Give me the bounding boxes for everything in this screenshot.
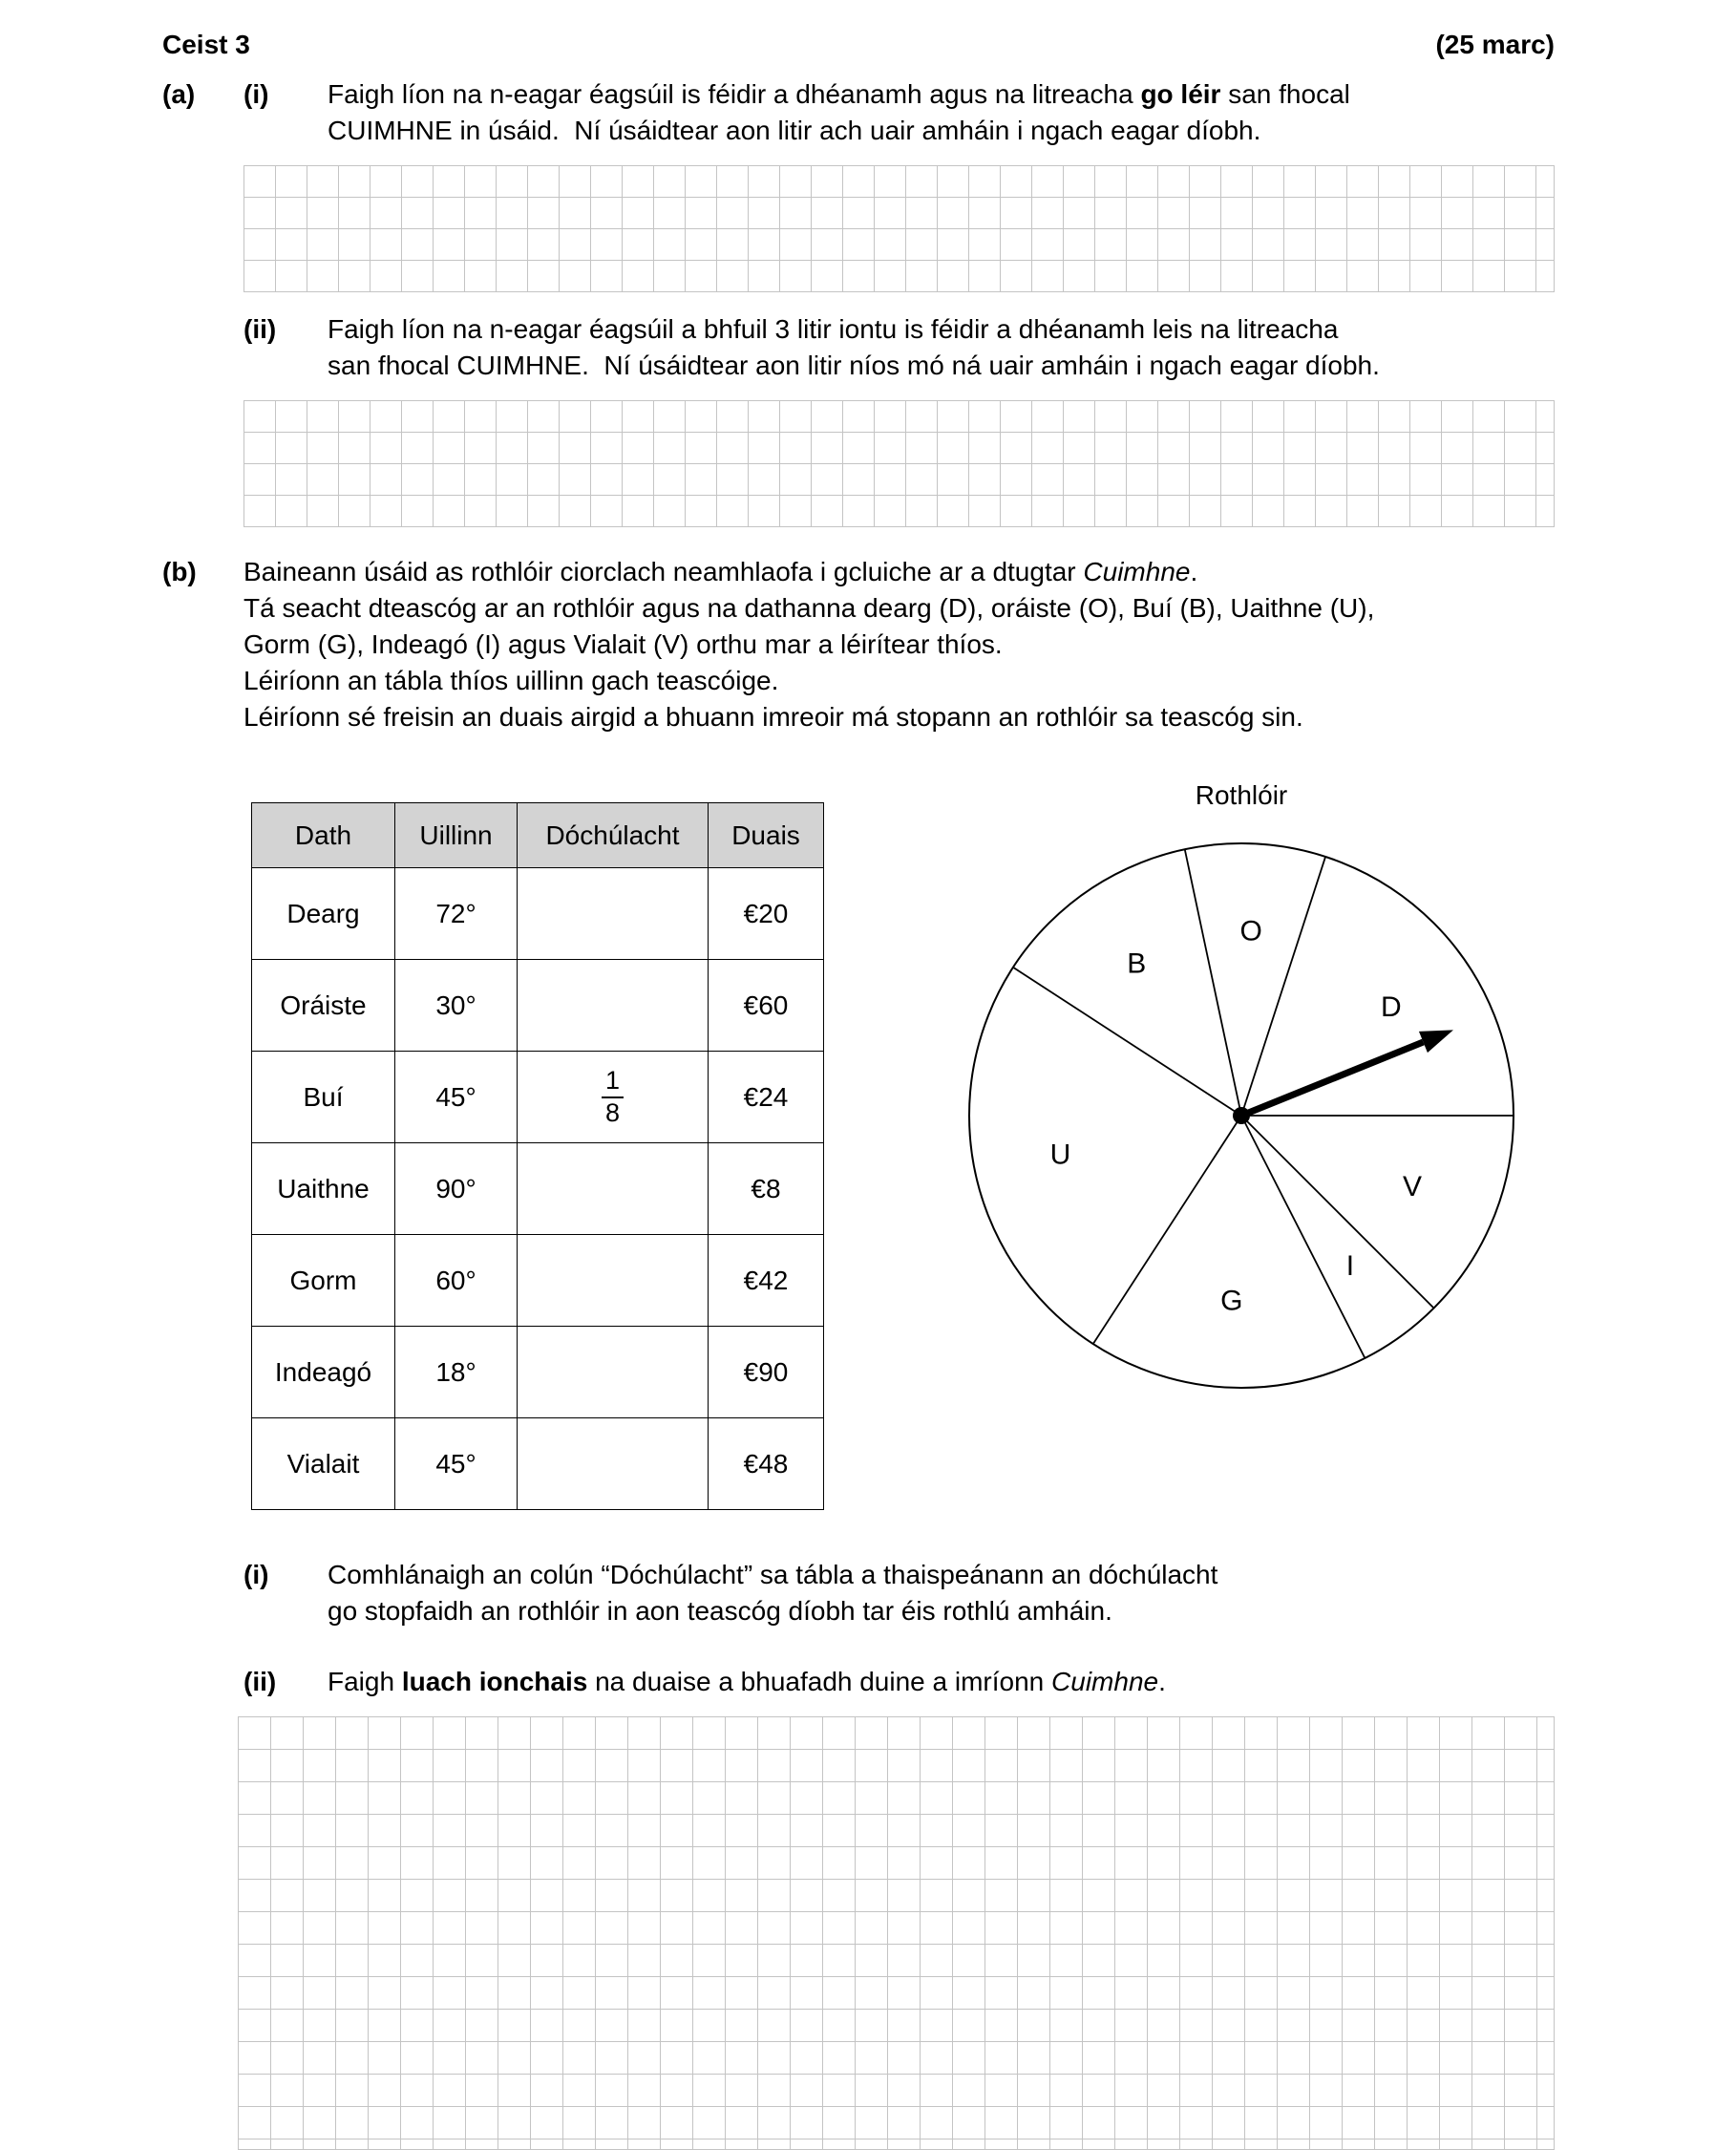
table-cell-r4-c1: 60° — [395, 1235, 518, 1327]
table-cell-r1-c2 — [518, 960, 709, 1052]
table-cell-r6-c3: €48 — [709, 1418, 824, 1510]
table-cell-r3-c0: Uaithne — [252, 1143, 395, 1235]
part-b-i-line1: Comhlánaigh an colún “Dóchúlacht” sa tábla a thaispeánann an dóchúlacht — [328, 1560, 1218, 1589]
table-cell-r6-c1: 45° — [395, 1418, 518, 1510]
sector-label-G: G — [1220, 1285, 1243, 1317]
table-row-6 — [252, 1418, 824, 1510]
part-b-i-label: (i) — [243, 1560, 269, 1589]
part-b-i — [162, 1557, 1555, 1629]
spinner-diagram — [955, 820, 1528, 1412]
table-cell-r2-c2 — [518, 1052, 709, 1143]
sector-label-D: D — [1380, 991, 1402, 1024]
part-b-line1 — [243, 554, 1555, 590]
header-dochulacht: Dóchúlacht — [518, 803, 709, 868]
header-duais: Duais — [709, 803, 824, 868]
part-a-ii-label: (ii) — [243, 314, 277, 344]
part-b-line4: Léiríonn an tábla thíos uillinn gach teascóige. — [243, 666, 779, 695]
sector-label-U: U — [1049, 1139, 1071, 1171]
data-table-wrap — [251, 802, 824, 1510]
table-head — [252, 803, 824, 868]
table-cell-r0-c1: 72° — [395, 868, 518, 960]
probability-fraction — [602, 1066, 624, 1127]
part-b-line3: Gorm (G), Indeagó (I) agus Vialait (V) orthu mar a léirítear thíos. — [243, 629, 1003, 659]
table-row-1 — [252, 960, 824, 1052]
table-cell-r5-c2 — [518, 1327, 709, 1418]
bold-text-span: go léir — [1140, 79, 1221, 109]
italic-text-span: Cuimhne — [1083, 557, 1191, 586]
table-cell-r6-c0: Vialait — [252, 1418, 395, 1510]
part-b-i-text — [328, 1557, 1555, 1629]
marks-label: (25 marc) — [1435, 30, 1555, 59]
part-a-ii — [162, 311, 1555, 384]
part-a-ii-line2: san fhocal CUIMHNE. Ní úsáidtear aon litir níos mó ná uair amháin i ngach eagar díobh. — [328, 351, 1380, 380]
part-a-ii-line1: Faigh líon na n-eagar éagsúil a bhfuil 3 litir iontu is féidir a dhéanamh leis na litreacha — [328, 314, 1339, 344]
text-span: na duaise a bhuafadh duine a imríonn — [587, 1667, 1052, 1696]
angle-prize-table — [251, 802, 824, 1510]
header-uillinn: Uillinn — [395, 803, 518, 868]
sector-label-I: I — [1345, 1249, 1355, 1282]
fraction-denominator: 8 — [602, 1096, 624, 1128]
part-a-i — [162, 76, 1555, 149]
figure-row — [162, 777, 1555, 1532]
table-cell-r0-c3: €20 — [709, 868, 824, 960]
spinner-center-dot — [1233, 1107, 1250, 1124]
answer-grid-a-ii — [243, 400, 1555, 527]
table-row-2 — [252, 1052, 824, 1143]
table-cell-r5-c1: 18° — [395, 1327, 518, 1418]
table-cell-r4-c2 — [518, 1235, 709, 1327]
italic-text-span: Cuimhne — [1051, 1667, 1159, 1696]
part-b-ii-label: (ii) — [243, 1667, 277, 1696]
table-body — [252, 868, 824, 1510]
table-row-3 — [252, 1143, 824, 1235]
table-header-row — [252, 803, 824, 868]
part-b — [162, 554, 1555, 735]
question-number: Ceist 3 — [162, 30, 250, 59]
text-span: . — [1158, 1667, 1166, 1696]
part-b-label: (b) — [162, 557, 197, 586]
table-cell-r3-c3: €8 — [709, 1143, 824, 1235]
fraction-numerator: 1 — [604, 1066, 621, 1096]
text-span: . — [1190, 557, 1198, 586]
sector-label-O: O — [1239, 915, 1262, 947]
text-span: Baineann úsáid as rothlóir ciorclach neamhlaofa i gcluiche ar a dtugtar — [243, 557, 1084, 586]
table-cell-r5-c0: Indeagó — [252, 1327, 395, 1418]
table-cell-r1-c0: Oráiste — [252, 960, 395, 1052]
table-cell-r1-c1: 30° — [395, 960, 518, 1052]
table-row-4 — [252, 1235, 824, 1327]
part-b-ii-text — [328, 1664, 1555, 1700]
part-b-ii — [162, 1664, 1555, 1700]
table-cell-r6-c2 — [518, 1418, 709, 1510]
part-a-label: (a) — [162, 79, 196, 109]
table-cell-r0-c0: Dearg — [252, 868, 395, 960]
table-row-5 — [252, 1327, 824, 1418]
spinner-title: Rothlóir — [1195, 780, 1288, 810]
question-header — [162, 27, 1555, 63]
part-b-ii-line1 — [328, 1664, 1555, 1700]
sector-boundary-line — [1185, 849, 1241, 1116]
part-a-i-label: (i) — [243, 79, 269, 109]
answer-grid-b — [238, 1716, 1555, 2150]
text-span: Faigh líon na n-eagar éagsúil is féidir a dhéanamh agus na litreacha — [328, 79, 1141, 109]
table-cell-r3-c2 — [518, 1143, 709, 1235]
table-cell-r2-c1: 45° — [395, 1052, 518, 1143]
header-dath: Dath — [252, 803, 395, 868]
sector-boundary-line — [1241, 857, 1325, 1116]
text-span: san fhocal — [1220, 79, 1350, 109]
part-b-text — [243, 554, 1555, 735]
part-a-i-text — [328, 76, 1555, 149]
part-a-i-line1 — [328, 76, 1555, 113]
table-cell-r0-c2 — [518, 868, 709, 960]
spinner-arrow-head — [1419, 1030, 1453, 1053]
sector-boundary-line — [1013, 968, 1241, 1116]
sector-boundary-line — [1241, 1116, 1434, 1309]
table-row-0 — [252, 868, 824, 960]
part-b-line2: Tá seacht dteascóg ar an rothlóir agus na dathanna dearg (D), oráiste (O), Buí (B), Uaithne (U), — [243, 593, 1375, 623]
sector-label-V: V — [1403, 1171, 1423, 1203]
table-cell-r3-c1: 90° — [395, 1143, 518, 1235]
table-cell-r2-c0: Buí — [252, 1052, 395, 1143]
table-cell-r4-c0: Gorm — [252, 1235, 395, 1327]
sector-boundary-line — [1241, 1116, 1365, 1358]
sector-label-B: B — [1127, 947, 1147, 980]
part-a-ii-text — [328, 311, 1555, 384]
spinner-arrow-shaft — [1241, 1042, 1423, 1116]
part-a-i-line2: CUIMHNE in úsáid. Ní úsáidtear aon litir ach uair amháin i ngach eagar díobh. — [328, 116, 1261, 145]
answer-grid-a-i — [243, 165, 1555, 292]
part-b-i-line2: go stopfaidh an rothlóir in aon teascóg díobh tar éis rothlú amháin. — [328, 1596, 1112, 1626]
table-cell-r5-c3: €90 — [709, 1327, 824, 1418]
table-cell-r1-c3: €60 — [709, 960, 824, 1052]
spinner-figure — [955, 777, 1528, 1412]
part-b-line5: Léiríonn sé freisin an duais airgid a bhuann imreoir má stopann an rothlóir sa teascóg sin. — [243, 702, 1303, 732]
table-cell-r4-c3: €42 — [709, 1235, 824, 1327]
text-span: Faigh — [328, 1667, 402, 1696]
sector-boundary-line — [1093, 1116, 1241, 1344]
table-cell-r2-c3: €24 — [709, 1052, 824, 1143]
bold-text-span: luach ionchais — [401, 1667, 588, 1696]
